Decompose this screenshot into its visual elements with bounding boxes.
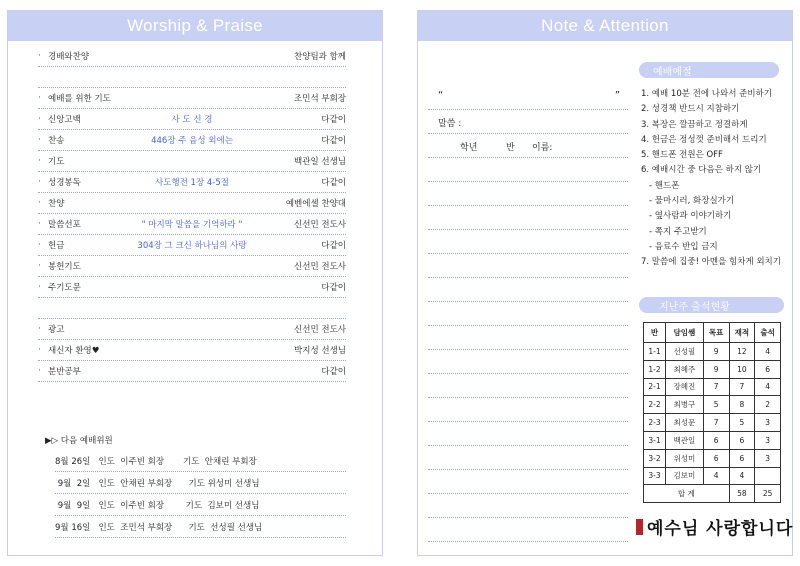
- attendance-cell: 2-2: [644, 396, 666, 414]
- attendance-cell: 12: [729, 343, 755, 361]
- attendance-cell: 3: [755, 431, 781, 449]
- note-line: [428, 470, 628, 494]
- attendance-cell: 5: [703, 396, 729, 414]
- attendance-cell: 1-2: [644, 360, 666, 378]
- attendance-cell: 장혜진: [666, 378, 704, 396]
- order-row: [38, 235, 346, 256]
- order-label: 신앙고백: [48, 115, 81, 125]
- attendance-cell: 3: [755, 414, 781, 432]
- attendance-cell: 7: [729, 378, 755, 396]
- note-line: [428, 374, 628, 398]
- rule-item: 2. 성경책 반드시 지참하기: [641, 104, 740, 115]
- rule-item: 6. 예배시간 중 다음은 하지 않기: [641, 165, 762, 176]
- order-detail: 304장 그 크신 하나님의 사랑: [137, 241, 247, 251]
- order-label: 성경봉독: [48, 178, 81, 188]
- attendance-cell: 2-3: [644, 414, 666, 432]
- attendance-pill: [639, 297, 784, 313]
- order-detail: 446장 주 음성 외에는: [151, 136, 233, 146]
- worship-order-list: [38, 46, 346, 382]
- rule-subitem: - 음료수 반입 금지: [649, 241, 718, 252]
- rule-item: 4. 헌금은 정성껏 준비해서 드리기: [641, 134, 767, 145]
- order-spacer: [38, 298, 346, 319]
- manner-title: 예배예절: [653, 66, 692, 78]
- rule-item: 1. 예배 10분 전에 나와서 준비하기: [641, 89, 772, 99]
- bullet-icon: ·: [38, 51, 41, 61]
- next-worship-list: [55, 450, 346, 538]
- attendance-cell: 6: [755, 360, 781, 378]
- worship-header-title: Worship & Praise: [127, 16, 263, 35]
- order-detail: 사 도 신 경: [171, 115, 213, 125]
- attendance-cell: 6: [703, 449, 729, 467]
- next-worship-row: 8월 26일 인도 이주빈 회장 기도 안채린 부회장: [55, 450, 346, 472]
- order-row: [38, 193, 346, 214]
- order-row: [38, 319, 346, 340]
- order-leader: 신선민 전도사: [294, 262, 346, 272]
- attendance-cell: 최혜주: [666, 360, 704, 378]
- bullet-icon: ·: [38, 177, 41, 187]
- seal-icon: [636, 519, 643, 535]
- attendance-row: [644, 343, 781, 361]
- attendance-cell: 9: [703, 360, 729, 378]
- note-line: [428, 158, 628, 182]
- note-line: [428, 350, 628, 374]
- attendance-cell: 5: [729, 414, 755, 432]
- note-line: [428, 278, 628, 302]
- order-leader: 다같이: [321, 136, 346, 146]
- order-leader: 조민석 부회장: [294, 94, 346, 104]
- attendance-row: [644, 360, 781, 378]
- signature-text: 예수님 사랑합니다: [647, 519, 794, 539]
- attendance-title: 지난주 출석현황: [659, 301, 730, 313]
- note-line: [428, 254, 628, 278]
- order-leader: 신선민 전도사: [294, 325, 346, 335]
- bullet-icon: ·: [38, 240, 41, 250]
- bullet-icon: ·: [38, 198, 41, 208]
- attendance-header-row: [644, 323, 781, 343]
- rule-subitem: - 물마시러, 화장실가기: [649, 196, 735, 207]
- note-line: [428, 230, 628, 254]
- order-detail: 사도행전 1장 4-5절: [155, 178, 229, 188]
- order-label: 경배와찬양: [48, 52, 90, 62]
- sermon-quote-line: [428, 86, 628, 110]
- note-line: [428, 446, 628, 470]
- attendance-cell: 6: [703, 431, 729, 449]
- bullet-icon: ·: [38, 366, 41, 376]
- order-row: [38, 109, 346, 130]
- notes-header: [418, 11, 792, 41]
- note-line: [428, 206, 628, 230]
- order-row: [38, 130, 346, 151]
- rule-subitem: - 핸드폰: [649, 180, 680, 191]
- order-label: 헌금: [48, 241, 65, 251]
- order-row: [38, 340, 346, 361]
- attendance-cell: 4: [703, 467, 729, 485]
- order-leader: 다같이: [321, 115, 346, 125]
- attendance-table: [643, 322, 781, 503]
- attendance-cell: 3-3: [644, 467, 666, 485]
- attendance-cell: 4: [729, 467, 755, 485]
- note-line: [428, 494, 628, 518]
- bullet-icon: ·: [38, 282, 41, 292]
- rule-item: 3. 복장은 깔끔하고 정결하게: [641, 119, 748, 130]
- notes-area: [428, 86, 628, 542]
- attendance-cell: 4: [755, 343, 781, 361]
- bullet-icon: ·: [38, 219, 41, 229]
- note-line: [428, 326, 628, 350]
- signature: [636, 514, 793, 539]
- bullet-icon: ·: [38, 261, 41, 271]
- order-row: [38, 361, 346, 382]
- order-label: 새신자 환영♥: [48, 346, 100, 356]
- manner-pill: [639, 62, 779, 78]
- attendance-cell: 8: [729, 396, 755, 414]
- order-label: 예배를 위한 기도: [48, 94, 111, 104]
- order-detail: " 마지막 말씀을 기억하라 ": [141, 220, 243, 230]
- bullet-icon: ·: [38, 345, 41, 355]
- order-label: 찬송: [48, 136, 65, 146]
- order-spacer: [38, 67, 346, 88]
- notes-header-title: Note & Attention: [541, 16, 669, 35]
- attendance-row: [644, 431, 781, 449]
- attendance-cell: 백관일: [666, 431, 704, 449]
- attendance-cell: 1-1: [644, 343, 666, 361]
- class-line: [428, 134, 628, 158]
- next-worship-row: 9월 2일 인도 안채린 부회장 기도 위성미 선생님: [55, 472, 346, 494]
- order-label: 봉헌기도: [48, 262, 81, 272]
- attendance-cell: 2: [755, 396, 781, 414]
- order-row: [38, 88, 346, 109]
- attendance-header-cell: 재적: [729, 323, 755, 343]
- order-leader: 백관일 선생님: [294, 157, 346, 167]
- attendance-cell: 9: [703, 343, 729, 361]
- attendance-cell: 3-2: [644, 449, 666, 467]
- bullet-icon: ·: [38, 156, 41, 166]
- attendance-total-row: [644, 485, 781, 503]
- order-label: 찬양: [48, 199, 65, 209]
- attendance-cell: 10: [729, 360, 755, 378]
- note-line: [428, 302, 628, 326]
- bullet-icon: ·: [38, 324, 41, 334]
- total-enrolled: 58: [729, 485, 755, 503]
- word-line: [428, 110, 628, 134]
- order-label: 분반공부: [48, 367, 81, 377]
- word-label: 말씀 :: [438, 119, 462, 129]
- attendance-cell: 최병구: [666, 396, 704, 414]
- attendance-cell: 4: [755, 378, 781, 396]
- total-label: 합 계: [644, 485, 730, 503]
- attendance-cell: 7: [703, 378, 729, 396]
- order-leader: 찬양팀과 함께: [294, 52, 346, 62]
- bullet-icon: ·: [38, 135, 41, 145]
- total-attended: 25: [755, 485, 781, 503]
- order-label: 말씀선포: [48, 220, 81, 230]
- next-worship-title: ▶▷ 다음 예배위원: [45, 436, 113, 446]
- order-leader: 예벤에셀 찬양대: [285, 199, 346, 209]
- name-field: 이름:: [532, 143, 553, 153]
- order-label: 주기도문: [48, 283, 81, 293]
- attendance-header-cell: 목표: [703, 323, 729, 343]
- attendance-cell: 6: [729, 431, 755, 449]
- manner-rules: [641, 87, 791, 271]
- grade-field: 학년: [460, 143, 478, 153]
- attendance-cell: 2-1: [644, 378, 666, 396]
- attendance-header-cell: 반: [644, 323, 666, 343]
- order-row: [38, 172, 346, 193]
- order-row: [38, 277, 346, 298]
- note-line: [428, 518, 628, 542]
- bullet-icon: ·: [38, 93, 41, 103]
- attendance-row: [644, 396, 781, 414]
- order-label: 기도: [48, 157, 65, 167]
- attendance-cell: 6: [729, 449, 755, 467]
- attendance-cell: 3-1: [644, 431, 666, 449]
- order-leader: 다같이: [321, 178, 346, 188]
- note-line: [428, 422, 628, 446]
- quote-open: “: [438, 90, 444, 101]
- order-leader: 박지성 선생님: [294, 346, 346, 356]
- attendance-cell: 7: [703, 414, 729, 432]
- rule-subitem: - 쪽지 주고받기: [649, 226, 707, 237]
- order-row: [38, 214, 346, 235]
- attendance-row: [644, 414, 781, 432]
- attendance-cell: 김보미: [666, 467, 704, 485]
- note-line: [428, 182, 628, 206]
- order-leader: 다같이: [321, 241, 346, 251]
- attendance-cell: 위성미: [666, 449, 704, 467]
- attendance-row: [644, 378, 781, 396]
- order-row: [38, 46, 346, 67]
- attendance-header-cell: 출석: [755, 323, 781, 343]
- attendance-cell: 최성문: [666, 414, 704, 432]
- order-leader: 다같이: [321, 367, 346, 377]
- order-label: 광고: [48, 325, 65, 335]
- bullet-icon: ·: [38, 114, 41, 124]
- attendance-row: [644, 467, 781, 485]
- attendance-cell: 선성필: [666, 343, 704, 361]
- order-leader: 신선민 전도사: [294, 220, 346, 230]
- next-worship-row: 9월 16일 인도 조민석 부회장 기도 선성필 선생님: [55, 516, 346, 538]
- rule-item: 5. 핸드폰 전원은 OFF: [641, 150, 723, 161]
- note-line: [428, 398, 628, 422]
- class-field: 반: [506, 143, 515, 153]
- attendance-cell: [755, 467, 781, 485]
- worship-header: [8, 11, 382, 41]
- attendance-header-cell: 담임쌤: [666, 323, 704, 343]
- order-row: [38, 151, 346, 172]
- order-row: [38, 256, 346, 277]
- next-worship-row: 9월 9일 인도 이주빈 회장 기도 김보미 선생님: [55, 494, 346, 516]
- attendance-cell: 3: [755, 449, 781, 467]
- attendance-row: [644, 449, 781, 467]
- quote-close: ”: [614, 90, 620, 101]
- order-leader: 다같이: [321, 283, 346, 293]
- rule-subitem: - 옆사람과 이야기하기: [649, 211, 732, 222]
- rule-item: 7. 말씀에 집중! 아멘을 힘차게 외치기: [641, 257, 781, 268]
